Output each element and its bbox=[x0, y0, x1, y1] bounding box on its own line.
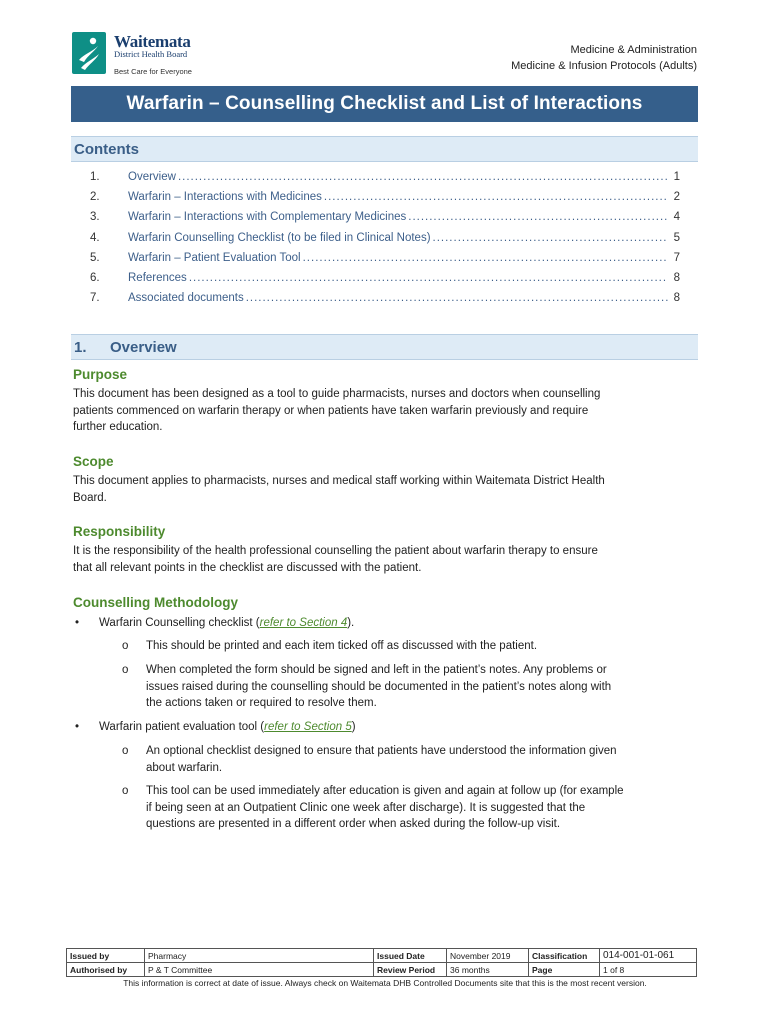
logo-tagline: Best Care for Everyone bbox=[114, 67, 192, 76]
scope-line: This document applies to pharmacists, nurses and medical staff working within Waitemata District Health bbox=[73, 475, 605, 487]
contents-heading-text: Contents bbox=[74, 140, 139, 158]
subbullet-text bbox=[146, 783, 692, 833]
subbullet-line: This tool can be used immediately after education is given and again at follow up (for example bbox=[146, 785, 624, 797]
subbullet-line: An optional checklist designed to ensure that patients have understood the information given bbox=[146, 745, 617, 757]
document-title: Warfarin – Counselling Checklist and List of Interactions bbox=[126, 93, 643, 114]
purpose-line: further education. bbox=[73, 421, 163, 433]
authorised-by-value: P & T Committee bbox=[145, 963, 374, 977]
toc-leader bbox=[433, 232, 668, 244]
toc-num: 2. bbox=[90, 191, 100, 204]
bullet-end: ). bbox=[347, 617, 355, 629]
methodology-bullet bbox=[73, 615, 354, 632]
methodology-heading: Counselling Methodology bbox=[73, 595, 238, 610]
methodology-subbullet bbox=[122, 638, 692, 655]
toc-item[interactable] bbox=[90, 171, 680, 191]
issued-by-value: Pharmacy bbox=[145, 949, 374, 963]
methodology-bullet bbox=[73, 719, 356, 736]
toc-title: Warfarin – Interactions with Medicines bbox=[128, 191, 322, 204]
purpose-text bbox=[73, 386, 688, 436]
toc-page: 1 bbox=[673, 171, 680, 183]
toc-num: 5. bbox=[90, 251, 100, 264]
toc-item[interactable] bbox=[90, 191, 680, 211]
table-of-contents bbox=[90, 171, 680, 312]
bullet-label: Warfarin Counselling checklist ( bbox=[99, 617, 260, 629]
toc-item[interactable] bbox=[90, 292, 680, 312]
bullet-end: ) bbox=[351, 721, 356, 733]
toc-leader bbox=[246, 292, 668, 304]
issued-date-label: Issued Date bbox=[374, 949, 447, 963]
subbullet-text: This should be printed and each item ticked off as discussed with the patient. bbox=[146, 640, 538, 652]
scope-text bbox=[73, 473, 688, 506]
section-5-link[interactable]: refer to Section 5 bbox=[264, 721, 352, 733]
subbullet-line: issues raised during the counselling should be documented in the patient’s notes along with bbox=[146, 680, 612, 693]
logo-name: Waitemata bbox=[114, 32, 191, 51]
toc-item[interactable] bbox=[90, 232, 680, 252]
document-category bbox=[511, 42, 697, 74]
issued-by-label: Issued by bbox=[67, 949, 145, 963]
toc-leader bbox=[303, 252, 668, 264]
methodology-subbullet bbox=[122, 743, 692, 776]
bullet-icon: • bbox=[75, 721, 80, 733]
section-4-link[interactable]: refer to Section 4 bbox=[259, 617, 348, 629]
toc-title: Overview bbox=[128, 171, 176, 183]
methodology-subbullet bbox=[122, 783, 692, 833]
toc-page: 8 bbox=[673, 271, 680, 284]
classification-value: 014-001-01-061 bbox=[600, 949, 697, 963]
circle-bullet-icon: o bbox=[122, 640, 129, 652]
responsibility-heading: Responsibility bbox=[73, 524, 166, 539]
responsibility-text bbox=[73, 543, 688, 576]
review-period-label: Review Period bbox=[374, 963, 447, 977]
methodology-subbullet bbox=[122, 662, 692, 712]
category-line-1: Medicine & Administration bbox=[570, 44, 697, 56]
toc-item[interactable] bbox=[90, 211, 680, 231]
table-row bbox=[67, 963, 697, 977]
subbullet-text bbox=[146, 662, 692, 712]
toc-leader bbox=[324, 191, 668, 203]
issued-date-value: November 2019 bbox=[447, 949, 529, 963]
toc-num: 1. bbox=[90, 171, 100, 183]
figure-icon bbox=[72, 32, 106, 74]
toc-item[interactable] bbox=[90, 252, 680, 272]
scope-line: Board. bbox=[73, 491, 107, 504]
toc-title: Warfarin – Interactions with Complementary Medicines bbox=[128, 211, 407, 224]
table-row bbox=[67, 949, 697, 963]
overview-num: 1. bbox=[74, 338, 87, 356]
toc-title: Associated documents bbox=[128, 292, 244, 305]
subbullet-line: about warfarin. bbox=[146, 761, 223, 774]
overview-heading-text: Overview bbox=[110, 338, 177, 356]
toc-title: Warfarin – Patient Evaluation Tool bbox=[128, 251, 301, 264]
toc-page: 8 bbox=[673, 292, 680, 305]
document-control-table bbox=[66, 948, 697, 977]
scope-heading: Scope bbox=[73, 454, 114, 469]
purpose-line: This document has been designed as a tool to guide pharmacists, nurses and doctors when counselling bbox=[73, 388, 601, 400]
subbullet-line: the actions taken or required to resolve them. bbox=[146, 697, 377, 709]
toc-page: 2 bbox=[673, 191, 680, 204]
responsibility-line: It is the responsibility of the health professional counselling the patient about warfarin therapy to ensure bbox=[73, 545, 598, 557]
contents-heading bbox=[71, 136, 698, 162]
logo-sub: District Health Board bbox=[114, 49, 188, 59]
review-period-value: 36 months bbox=[447, 963, 529, 977]
title-bar bbox=[71, 86, 698, 122]
bullet-icon: • bbox=[75, 617, 80, 629]
toc-page: 5 bbox=[673, 231, 680, 244]
subbullet-line: When completed the form should be signed and left in the patient’s notes. Any problems or bbox=[146, 664, 607, 676]
toc-title: Warfarin Counselling Checklist (to be filed in Clinical Notes) bbox=[128, 231, 431, 244]
bullet-label: Warfarin patient evaluation tool ( bbox=[99, 721, 265, 733]
toc-page: 7 bbox=[673, 251, 680, 264]
toc-num: 6. bbox=[90, 271, 100, 284]
toc-num: 7. bbox=[90, 292, 100, 305]
toc-page: 4 bbox=[673, 211, 680, 224]
page-value: 1 of 8 bbox=[600, 963, 697, 977]
toc-item[interactable] bbox=[90, 272, 680, 292]
purpose-heading: Purpose bbox=[73, 367, 128, 382]
toc-num: 3. bbox=[90, 211, 100, 224]
circle-bullet-icon: o bbox=[122, 664, 129, 676]
classification-label: Classification bbox=[529, 949, 600, 963]
responsibility-line: that all relevant points in the checklist are discussed with the patient. bbox=[73, 561, 422, 574]
purpose-line: patients commenced on warfarin therapy or when patients have taken warfarin previously and require bbox=[73, 404, 589, 417]
bullet-text bbox=[99, 719, 356, 736]
toc-title: References bbox=[128, 271, 187, 284]
toc-num: 4. bbox=[90, 231, 100, 244]
circle-bullet-icon: o bbox=[122, 745, 129, 757]
overview-heading bbox=[71, 334, 698, 360]
authorised-by-label: Authorised by bbox=[67, 963, 145, 977]
subbullet-text bbox=[146, 743, 692, 776]
subbullet-line: if being seen at an Outpatient Clinic one week after discharge). It is suggested that the bbox=[146, 801, 586, 814]
subbullet-line: questions are presented in a different order when asked during the follow-up visit. bbox=[146, 818, 561, 830]
footer-note: This information is correct at date of issue. Always check on Waitemata DHB Controlled Documents site that this is the most recent version. bbox=[123, 978, 647, 988]
page-label: Page bbox=[529, 963, 600, 977]
bullet-text bbox=[99, 615, 354, 632]
circle-bullet-icon: o bbox=[122, 785, 129, 797]
toc-leader bbox=[189, 272, 668, 284]
toc-leader bbox=[408, 211, 668, 223]
toc-leader bbox=[178, 171, 668, 183]
waitemata-logo bbox=[72, 32, 212, 78]
category-line-2: Medicine & Infusion Protocols (Adults) bbox=[511, 60, 697, 72]
